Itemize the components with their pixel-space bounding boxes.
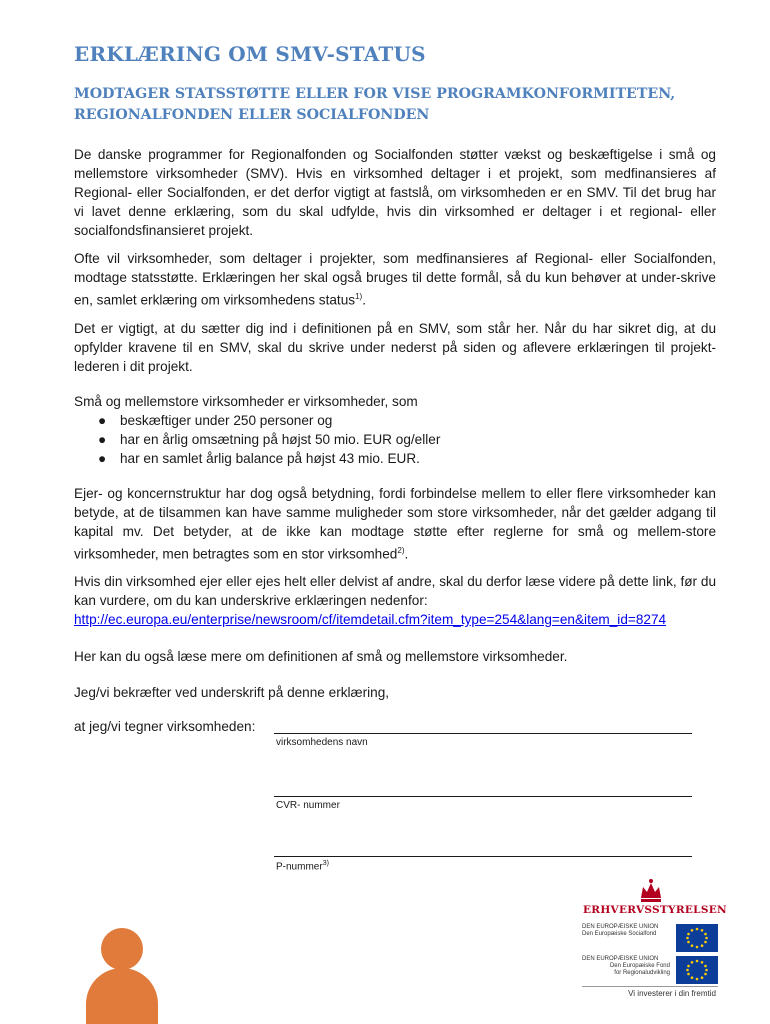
footnote-ref-3: 3) [322,860,329,867]
company-name-field[interactable] [274,733,692,734]
link-line [74,611,716,630]
document-subtitle: MODTAGER STATSSTØTTE ELLER FOR VISE PROGRAMKONFORMITETEN, REGIONALFONDEN ELLER SOCIALFONDEN [74,86,676,123]
document-title: ERKLÆRING OM SMV-STATUS [74,42,426,66]
p-number-field[interactable] [274,856,692,857]
list-item-text: har en årlig omsætning på højst 50 mio. EUR og/eller [120,431,441,447]
confirmation-text: Jeg/vi bekræfter ved underskrift på denne erklæring, [74,685,390,700]
social-fund-text [582,924,670,938]
crown-icon [638,878,664,904]
avatar-head [101,928,143,970]
fund-label: for Regionaludvikling [614,970,670,977]
state-aid-text: Ofte vil virksomheder, som deltager i projekter, som medfinansieres af Regional- eller Socialfonden, modtage statsstøtte. Erklæringen her skal også bruges til dette formål, så du kun behøver at under-skrive en, samlet erklæring om virksomhedens status [74,251,716,308]
ownership-end: . [404,546,409,562]
eu-label: DEN EUROPÆISKE UNION [582,924,659,930]
definition-paragraph: Det er vigtigt, at du sætter dig ind i definitionen på en SMV, som står her. Når du har sikret dig, at du opfylder kravene til en SMV, skal du skrive under nederst på siden og aflevere erklæringen til projekt-lederen i dit projekt. [74,321,716,374]
bullet-icon: ● [98,431,107,447]
state-aid-end: . [362,292,366,308]
list-item-text: har en samlet årlig balance på højst 43 mio. EUR. [120,450,420,466]
eu-flag-icon [676,956,718,984]
p-number-text: P-nummer [276,861,323,873]
funding-logos [580,878,727,1018]
cvr-number-label: CVR- nummer [276,800,340,811]
p-number-label [276,860,329,872]
state-aid-paragraph [74,250,716,310]
logo-divider [582,986,718,987]
link-paragraph: Hvis din virksomhed ejer eller ejes helt eller delvist af andre, skal du derfor læse videre på dette link, før du kan vurdere, om du kan underskrive erklæringen nedenfor: [74,574,716,608]
signature-intro: at jeg/vi tegner virksomheden: [74,719,256,734]
cvr-number-field[interactable] [274,796,692,797]
footnote-ref-1: 1) [355,291,363,301]
intro-paragraph: De danske programmer for Regionalfonden og Socialfonden støtter vækst og beskæftigelse i små og mellemstore virksomheder (SMV). Hvis en virksomhed deltager i et projekt, som medfinansieres af Regional- eller Socialfonden, er det derfor vigtigt at fastslå, om virksomheden er en SMV. Til det brug har vi lavet denne erklæring, som du skal udfylde, hvis din virksomhed er deltager i et regional- eller socialfondsfinansieret projekt. [74,147,716,238]
bullet-icon: ● [98,413,107,428]
list-item [74,450,714,469]
ownership-text: Ejer- og koncernstruktur har dog også betydning, fordi forbindelse mellem to eller flere virksomheder kan betyde, at de tilsammen kan have samme muligheder som store virksomheder, når det gælder adgang til kapital mv. Det betyder, at de ikke kan modtage støtte efter reglerne for små og mellem-store virksomheder, men betragtes som en stor virksomhed [74,486,716,562]
list-item [74,431,714,450]
eu-flag-icon [676,924,718,952]
motto-text: Vi investerer i din fremtid [628,989,716,998]
company-name-label: virksomhedens navn [276,737,368,748]
list-intro: Små og mellemstore virksomheder er virksomheder, som [74,394,418,409]
eu-label: DEN EUROPÆISKE UNION [582,956,659,962]
fund-label: Den Europæiske Socialfond [582,931,657,938]
brand-logo-text: ERHVERVSSTYRELSEN [583,904,727,916]
link-after-text: Her kan du også læse mere om definitionen af små og mellemstore virksomheder. [74,649,568,664]
criteria-list [74,412,714,469]
regional-fund-text [582,956,670,978]
avatar-body [86,968,158,1024]
ownership-paragraph [74,485,716,564]
regional-fund-logo [582,956,718,986]
ec-europa-link[interactable]: http://ec.europa.eu/enterprise/newsroom/cf/itemdetail.cfm?item_type=254&lang=en&item_id=8274 [74,612,667,627]
bullet-icon: ● [98,450,107,466]
fund-label: Den Europæiske Fond [609,963,670,970]
list-item [74,412,714,431]
footnote-ref-2: 2) [397,545,405,555]
list-item-text: beskæftiger under 250 personer og [120,413,333,428]
social-fund-logo [582,924,718,954]
